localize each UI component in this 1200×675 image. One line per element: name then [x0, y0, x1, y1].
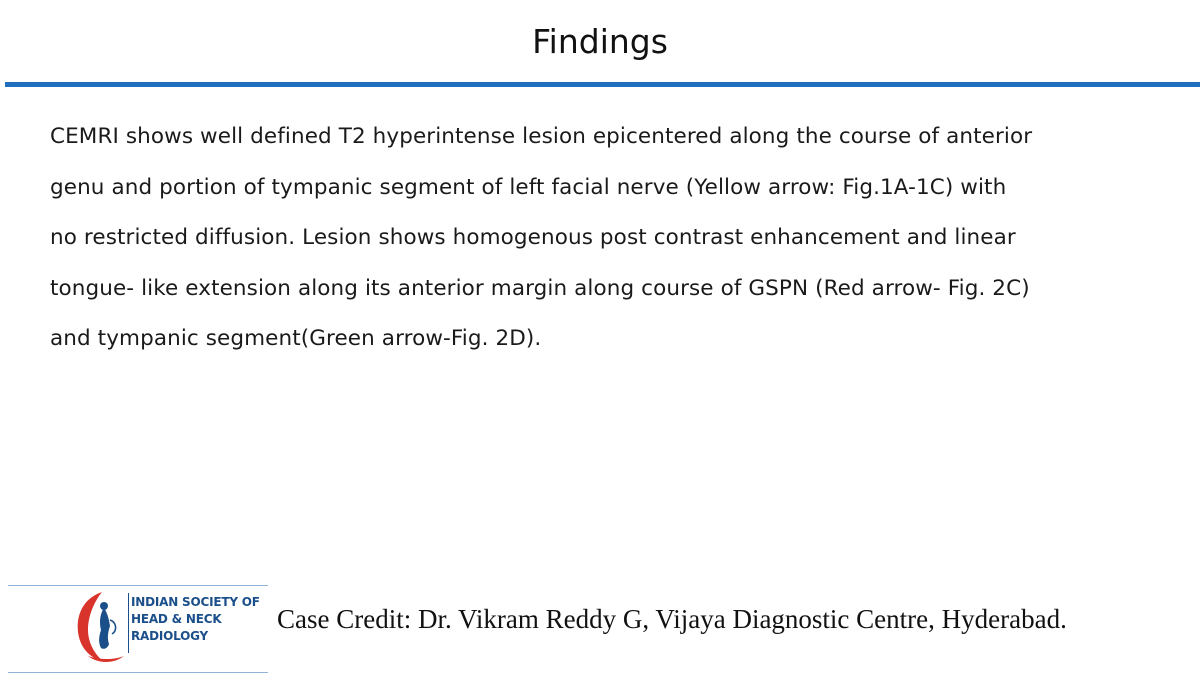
findings-line: no restricted diffusion. Lesion shows homogenous post contrast enhancement and linear	[50, 225, 1016, 250]
logo-bottom-border	[8, 672, 268, 673]
findings-line: genu and portion of tympanic segment of left facial nerve (Yellow arrow: Fig.1A-1C) with	[50, 174, 1007, 200]
logo-wordmark	[131, 594, 260, 645]
findings-line: CEMRI shows well defined T2 hyperintense lesion epicentered along the course of anterior	[50, 124, 1033, 149]
findings-line: tongue- like extension along its anterior margin along course of GSPN (Red arrow- Fig. 2C)	[50, 275, 1030, 301]
logo-divider	[128, 593, 129, 653]
title-underline	[5, 82, 1200, 87]
slide-title: Findings	[532, 22, 668, 61]
society-logo	[8, 585, 268, 673]
findings-paragraph	[50, 112, 1160, 365]
case-credit: Case Credit: Dr. Vikram Reddy G, Vijaya Diagnostic Centre, Hyderabad.	[277, 604, 1067, 634]
logo-line: HEAD & NECK	[131, 612, 222, 626]
findings-line: and tympanic segment(Green arrow-Fig. 2D).	[50, 326, 542, 351]
logo-line: RADIOLOGY	[131, 629, 209, 643]
logo-top-border	[8, 585, 268, 586]
logo-line: INDIAN SOCIETY OF	[131, 595, 260, 609]
head-neck-emblem-icon	[74, 590, 132, 666]
